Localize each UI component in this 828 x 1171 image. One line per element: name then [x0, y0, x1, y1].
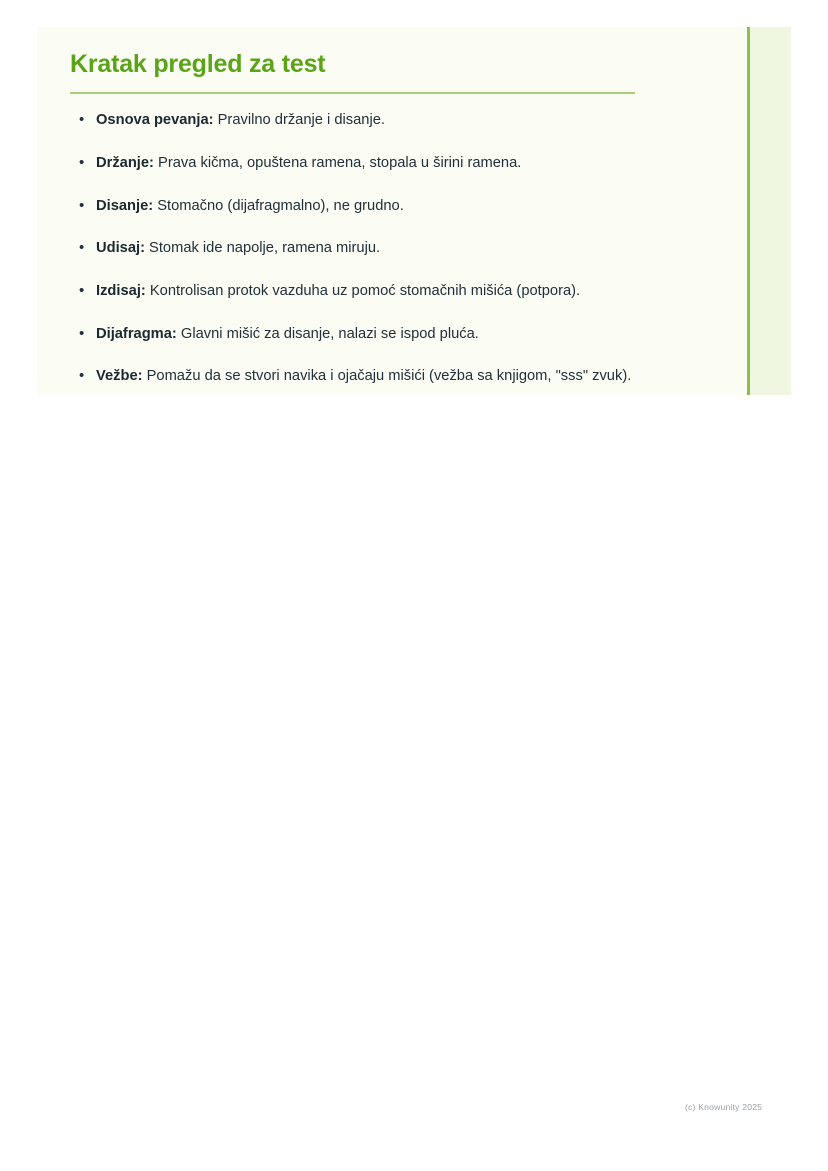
list-item-text: Pravilno držanje i disanje.: [213, 112, 385, 129]
list-item: [70, 322, 670, 347]
title-divider: [70, 92, 635, 94]
list-item-text: Pomažu da se stvori navika i ojačaju mišići (vežba sa knjigom, "sss" zvuk).: [142, 368, 632, 385]
list-item-term: Izdisaj:: [96, 283, 146, 299]
list-item: [70, 364, 670, 389]
list-item-text: Glavni mišić za disanje, nalazi se ispod pluća.: [176, 325, 479, 342]
list-item-term: Vežbe:: [96, 368, 143, 385]
page-title: Kratak pregled za test: [70, 50, 326, 78]
list-item: [70, 279, 670, 304]
summary-list: [70, 108, 670, 389]
list-item: [70, 236, 670, 261]
list-item: [70, 194, 670, 219]
list-item: [70, 108, 670, 133]
summary-card: [37, 27, 791, 395]
list-item-text: Kontrolisan protok vazduha uz pomoć stomačnih mišića (potpora).: [145, 283, 581, 299]
accent-sidebar: [747, 27, 791, 395]
list-item-term: Držanje:: [96, 154, 154, 171]
summary-card-content: [70, 49, 670, 389]
list-item-text: Stomačno (dijafragmalno), ne grudno.: [153, 197, 404, 214]
list-item-text: Stomak ide napolje, ramena miruju.: [144, 240, 381, 257]
list-item-text: Prava kičma, opuštena ramena, stopala u širini ramena.: [153, 154, 522, 171]
list-item-term: Dijafragma:: [96, 325, 177, 342]
list-item-term: Udisaj:: [96, 240, 145, 257]
list-item-term: Osnova pevanja:: [96, 112, 214, 129]
list-item-term: Disanje:: [96, 197, 154, 214]
list-item: [70, 151, 670, 176]
footer-credit: (c) Knowunity 2025: [685, 1102, 763, 1112]
